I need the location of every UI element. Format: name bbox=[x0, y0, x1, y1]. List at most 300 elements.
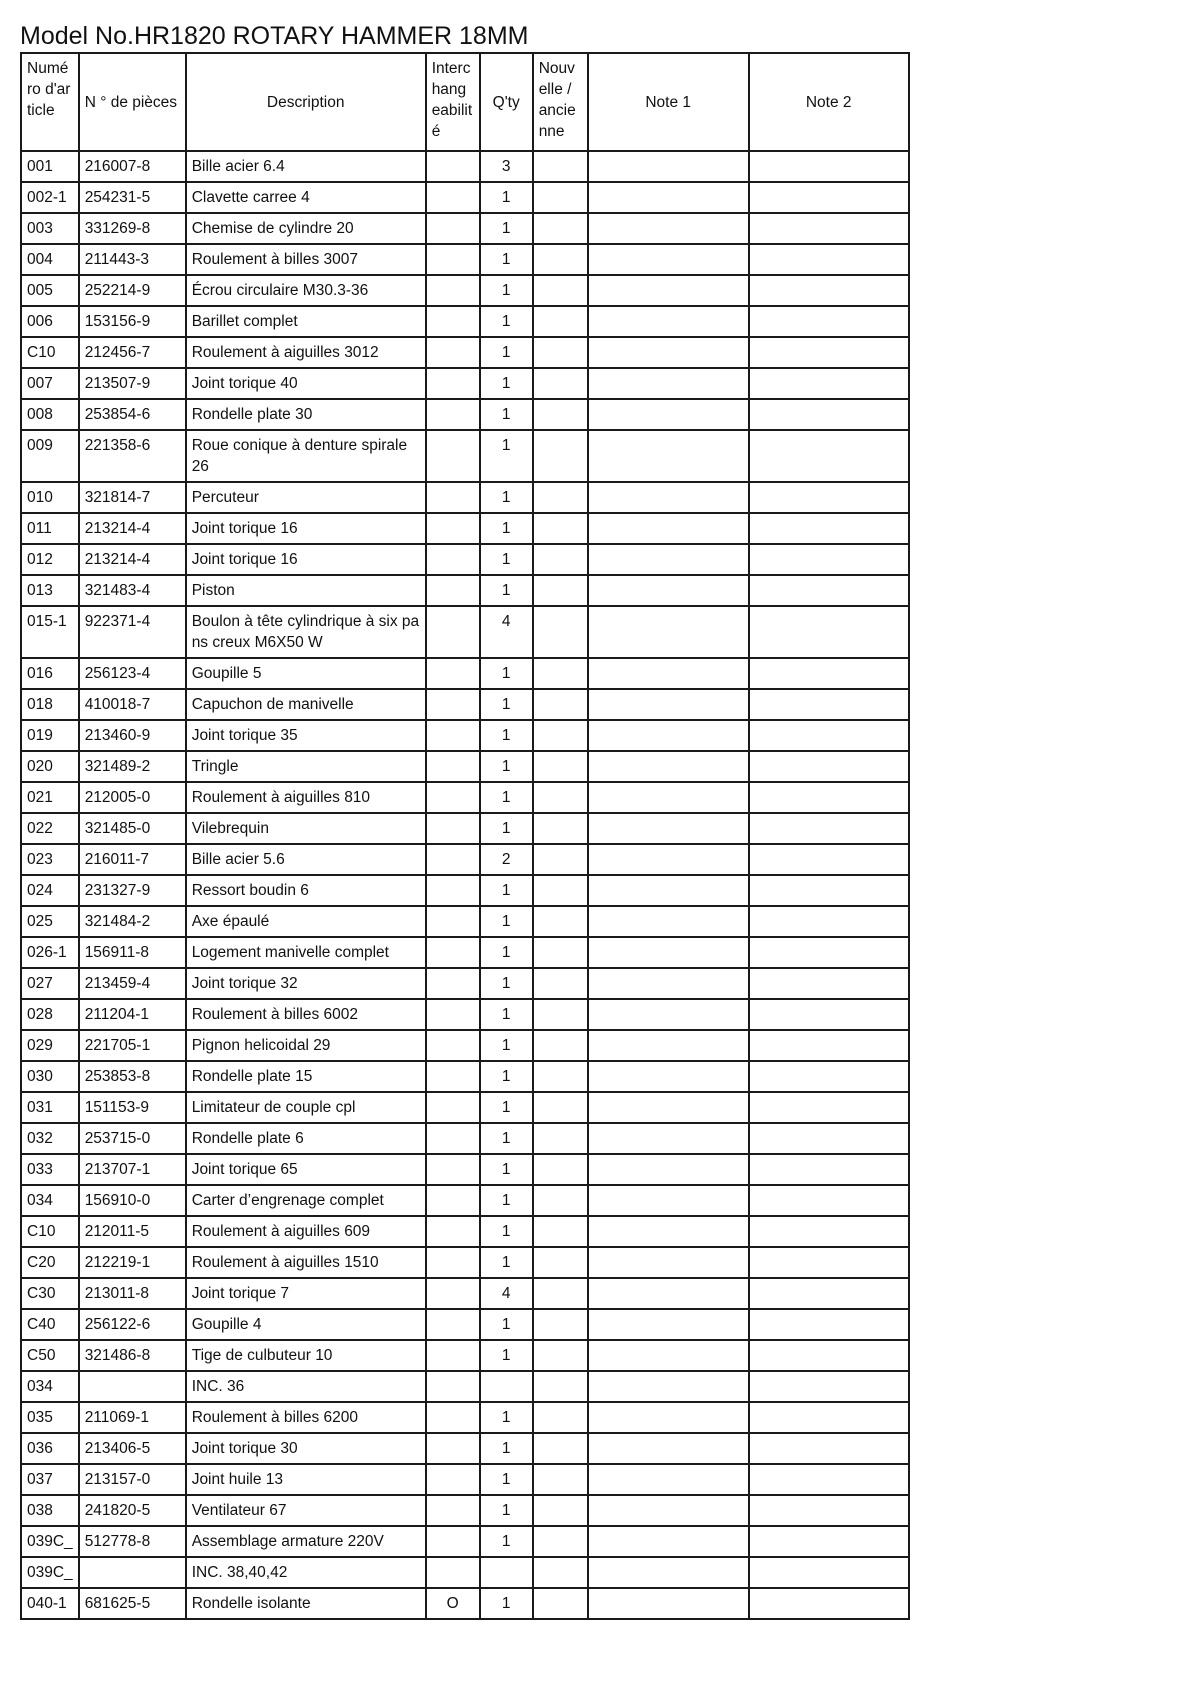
new-old-cell bbox=[533, 368, 588, 399]
header-interchangeability: Interchangeabilité bbox=[426, 53, 480, 151]
interchangeability-cell bbox=[426, 1061, 480, 1092]
description-cell: Axe épaulé bbox=[186, 906, 426, 937]
table-row bbox=[21, 1278, 909, 1309]
note-2-cell bbox=[749, 368, 909, 399]
new-old-cell bbox=[533, 513, 588, 544]
new-old-cell bbox=[533, 813, 588, 844]
note-1-cell bbox=[588, 968, 749, 999]
item-number-cell: 002-1 bbox=[21, 182, 79, 213]
part-number-cell: 211443-3 bbox=[79, 244, 186, 275]
item-number-cell: 011 bbox=[21, 513, 79, 544]
table-row bbox=[21, 844, 909, 875]
item-number-cell: 019 bbox=[21, 720, 79, 751]
qty-cell: 1 bbox=[480, 513, 533, 544]
new-old-cell bbox=[533, 782, 588, 813]
qty-cell: 1 bbox=[480, 720, 533, 751]
qty-cell: 1 bbox=[480, 399, 533, 430]
part-number-cell: 321486-8 bbox=[79, 1340, 186, 1371]
item-number-cell: 005 bbox=[21, 275, 79, 306]
description-cell: Joint torique 40 bbox=[186, 368, 426, 399]
note-2-cell bbox=[749, 1092, 909, 1123]
note-1-cell bbox=[588, 1278, 749, 1309]
description-cell: Roulement à aiguilles 609 bbox=[186, 1216, 426, 1247]
note-2-cell bbox=[749, 1030, 909, 1061]
note-2-cell bbox=[749, 875, 909, 906]
item-number-cell: 027 bbox=[21, 968, 79, 999]
description-cell: Roulement à billes 3007 bbox=[186, 244, 426, 275]
description-cell: Capuchon de manivelle bbox=[186, 689, 426, 720]
table-row bbox=[21, 1123, 909, 1154]
part-number-cell: 256122-6 bbox=[79, 1309, 186, 1340]
table-row bbox=[21, 1030, 909, 1061]
new-old-cell bbox=[533, 1247, 588, 1278]
note-1-cell bbox=[588, 337, 749, 368]
table-row bbox=[21, 658, 909, 689]
interchangeability-cell bbox=[426, 1247, 480, 1278]
new-old-cell bbox=[533, 1185, 588, 1216]
new-old-cell bbox=[533, 275, 588, 306]
header-part-no: N ° de pièces bbox=[79, 53, 186, 151]
new-old-cell bbox=[533, 937, 588, 968]
description-cell: Logement manivelle complet bbox=[186, 937, 426, 968]
interchangeability-cell bbox=[426, 430, 480, 482]
interchangeability-cell bbox=[426, 658, 480, 689]
parts-table-body bbox=[21, 151, 909, 1619]
new-old-cell bbox=[533, 1092, 588, 1123]
note-2-cell bbox=[749, 720, 909, 751]
table-row bbox=[21, 482, 909, 513]
item-number-cell: 034 bbox=[21, 1371, 79, 1402]
table-row bbox=[21, 999, 909, 1030]
interchangeability-cell bbox=[426, 875, 480, 906]
note-2-cell bbox=[749, 999, 909, 1030]
new-old-cell bbox=[533, 999, 588, 1030]
interchangeability-cell bbox=[426, 1216, 480, 1247]
qty-cell: 1 bbox=[480, 1495, 533, 1526]
note-2-cell bbox=[749, 182, 909, 213]
description-cell: Rondelle isolante bbox=[186, 1588, 426, 1619]
note-2-cell bbox=[749, 544, 909, 575]
qty-cell: 1 bbox=[480, 306, 533, 337]
interchangeability-cell bbox=[426, 513, 480, 544]
interchangeability-cell bbox=[426, 244, 480, 275]
table-row bbox=[21, 1092, 909, 1123]
note-2-cell bbox=[749, 306, 909, 337]
part-number-cell: 321485-0 bbox=[79, 813, 186, 844]
table-row bbox=[21, 337, 909, 368]
note-1-cell bbox=[588, 751, 749, 782]
description-cell: Pignon helicoidal 29 bbox=[186, 1030, 426, 1061]
description-cell: Chemise de cylindre 20 bbox=[186, 213, 426, 244]
note-1-cell bbox=[588, 999, 749, 1030]
item-number-cell: 009 bbox=[21, 430, 79, 482]
qty-cell: 1 bbox=[480, 575, 533, 606]
interchangeability-cell bbox=[426, 751, 480, 782]
item-number-cell: 006 bbox=[21, 306, 79, 337]
table-row bbox=[21, 1216, 909, 1247]
note-1-cell bbox=[588, 1216, 749, 1247]
part-number-cell: 212219-1 bbox=[79, 1247, 186, 1278]
description-cell: Écrou circulaire M30.3-36 bbox=[186, 275, 426, 306]
note-1-cell bbox=[588, 213, 749, 244]
qty-cell: 1 bbox=[480, 751, 533, 782]
interchangeability-cell bbox=[426, 1309, 480, 1340]
table-row bbox=[21, 1340, 909, 1371]
description-cell: Rondelle plate 30 bbox=[186, 399, 426, 430]
qty-cell: 1 bbox=[480, 1526, 533, 1557]
part-number-cell: 252214-9 bbox=[79, 275, 186, 306]
interchangeability-cell bbox=[426, 575, 480, 606]
qty-cell: 4 bbox=[480, 606, 533, 658]
note-1-cell bbox=[588, 575, 749, 606]
table-row bbox=[21, 689, 909, 720]
note-1-cell bbox=[588, 658, 749, 689]
interchangeability-cell bbox=[426, 720, 480, 751]
item-number-cell: 040-1 bbox=[21, 1588, 79, 1619]
part-number-cell: 321489-2 bbox=[79, 751, 186, 782]
new-old-cell bbox=[533, 1526, 588, 1557]
item-number-cell: 033 bbox=[21, 1154, 79, 1185]
part-number-cell: 410018-7 bbox=[79, 689, 186, 720]
table-row bbox=[21, 1247, 909, 1278]
note-2-cell bbox=[749, 1557, 909, 1588]
qty-cell: 1 bbox=[480, 368, 533, 399]
note-1-cell bbox=[588, 1092, 749, 1123]
interchangeability-cell bbox=[426, 1495, 480, 1526]
part-number-cell: 213406-5 bbox=[79, 1433, 186, 1464]
item-number-cell: C40 bbox=[21, 1309, 79, 1340]
qty-cell: 2 bbox=[480, 844, 533, 875]
note-2-cell bbox=[749, 1371, 909, 1402]
part-number-cell: 321483-4 bbox=[79, 575, 186, 606]
table-row bbox=[21, 875, 909, 906]
new-old-cell bbox=[533, 1278, 588, 1309]
item-number-cell: 022 bbox=[21, 813, 79, 844]
item-number-cell: 025 bbox=[21, 906, 79, 937]
new-old-cell bbox=[533, 182, 588, 213]
description-cell: Goupille 4 bbox=[186, 1309, 426, 1340]
qty-cell: 1 bbox=[480, 430, 533, 482]
table-row bbox=[21, 275, 909, 306]
note-2-cell bbox=[749, 658, 909, 689]
new-old-cell bbox=[533, 337, 588, 368]
item-number-cell: 037 bbox=[21, 1464, 79, 1495]
interchangeability-cell bbox=[426, 1340, 480, 1371]
item-number-cell: 016 bbox=[21, 658, 79, 689]
note-1-cell bbox=[588, 151, 749, 182]
note-1-cell bbox=[588, 906, 749, 937]
qty-cell: 1 bbox=[480, 1309, 533, 1340]
item-number-cell: C10 bbox=[21, 337, 79, 368]
interchangeability-cell bbox=[426, 937, 480, 968]
part-number-cell: 212011-5 bbox=[79, 1216, 186, 1247]
note-1-cell bbox=[588, 1464, 749, 1495]
item-number-cell: 024 bbox=[21, 875, 79, 906]
description-cell: Tringle bbox=[186, 751, 426, 782]
item-number-cell: 021 bbox=[21, 782, 79, 813]
header-item-no: Numéro d'article bbox=[21, 53, 79, 151]
description-cell: Boulon à tête cylindrique à six pans creux M6X50 W bbox=[186, 606, 426, 658]
new-old-cell bbox=[533, 906, 588, 937]
description-cell: Roulement à aiguilles 3012 bbox=[186, 337, 426, 368]
item-number-cell: 034 bbox=[21, 1185, 79, 1216]
qty-cell bbox=[480, 1371, 533, 1402]
table-row bbox=[21, 1154, 909, 1185]
new-old-cell bbox=[533, 1309, 588, 1340]
qty-cell: 1 bbox=[480, 689, 533, 720]
note-2-cell bbox=[749, 813, 909, 844]
note-2-cell bbox=[749, 513, 909, 544]
item-number-cell: 020 bbox=[21, 751, 79, 782]
note-1-cell bbox=[588, 813, 749, 844]
note-1-cell bbox=[588, 513, 749, 544]
interchangeability-cell bbox=[426, 968, 480, 999]
item-number-cell: 038 bbox=[21, 1495, 79, 1526]
table-row bbox=[21, 513, 909, 544]
new-old-cell bbox=[533, 844, 588, 875]
description-cell: Goupille 5 bbox=[186, 658, 426, 689]
interchangeability-cell bbox=[426, 482, 480, 513]
note-2-cell bbox=[749, 275, 909, 306]
description-cell: Percuteur bbox=[186, 482, 426, 513]
part-number-cell: 221705-1 bbox=[79, 1030, 186, 1061]
table-row bbox=[21, 1309, 909, 1340]
item-number-cell: 032 bbox=[21, 1123, 79, 1154]
item-number-cell: 030 bbox=[21, 1061, 79, 1092]
description-cell: Carter d’engrenage complet bbox=[186, 1185, 426, 1216]
note-1-cell bbox=[588, 1557, 749, 1588]
table-row bbox=[21, 1464, 909, 1495]
interchangeability-cell bbox=[426, 1526, 480, 1557]
new-old-cell bbox=[533, 306, 588, 337]
part-number-cell: 256123-4 bbox=[79, 658, 186, 689]
table-row bbox=[21, 906, 909, 937]
part-number-cell: 681625-5 bbox=[79, 1588, 186, 1619]
note-1-cell bbox=[588, 544, 749, 575]
note-2-cell bbox=[749, 430, 909, 482]
note-2-cell bbox=[749, 244, 909, 275]
note-2-cell bbox=[749, 937, 909, 968]
item-number-cell: 018 bbox=[21, 689, 79, 720]
note-2-cell bbox=[749, 1216, 909, 1247]
new-old-cell bbox=[533, 213, 588, 244]
qty-cell: 1 bbox=[480, 1247, 533, 1278]
interchangeability-cell bbox=[426, 1433, 480, 1464]
note-1-cell bbox=[588, 1061, 749, 1092]
table-row bbox=[21, 151, 909, 182]
note-2-cell bbox=[749, 689, 909, 720]
description-cell: Ressort boudin 6 bbox=[186, 875, 426, 906]
note-1-cell bbox=[588, 1185, 749, 1216]
interchangeability-cell: O bbox=[426, 1588, 480, 1619]
note-2-cell bbox=[749, 1247, 909, 1278]
qty-cell: 1 bbox=[480, 813, 533, 844]
part-number-cell: 512778-8 bbox=[79, 1526, 186, 1557]
description-cell: Roue conique à denture spirale 26 bbox=[186, 430, 426, 482]
table-row bbox=[21, 1495, 909, 1526]
new-old-cell bbox=[533, 430, 588, 482]
description-cell: Bille acier 5.6 bbox=[186, 844, 426, 875]
table-row bbox=[21, 1371, 909, 1402]
qty-cell: 4 bbox=[480, 1278, 533, 1309]
item-number-cell: 036 bbox=[21, 1433, 79, 1464]
note-2-cell bbox=[749, 606, 909, 658]
table-row bbox=[21, 1185, 909, 1216]
table-row bbox=[21, 751, 909, 782]
note-1-cell bbox=[588, 182, 749, 213]
note-2-cell bbox=[749, 151, 909, 182]
note-1-cell bbox=[588, 1247, 749, 1278]
note-1-cell bbox=[588, 782, 749, 813]
description-cell: Roulement à aiguilles 810 bbox=[186, 782, 426, 813]
note-2-cell bbox=[749, 1061, 909, 1092]
item-number-cell: 013 bbox=[21, 575, 79, 606]
description-cell: Roulement à aiguilles 1510 bbox=[186, 1247, 426, 1278]
interchangeability-cell bbox=[426, 1464, 480, 1495]
part-number-cell: 216011-7 bbox=[79, 844, 186, 875]
part-number-cell: 213011-8 bbox=[79, 1278, 186, 1309]
table-row bbox=[21, 720, 909, 751]
part-number-cell: 253854-6 bbox=[79, 399, 186, 430]
item-number-cell: 007 bbox=[21, 368, 79, 399]
note-2-cell bbox=[749, 1309, 909, 1340]
part-number-cell: 151153-9 bbox=[79, 1092, 186, 1123]
interchangeability-cell bbox=[426, 306, 480, 337]
new-old-cell bbox=[533, 689, 588, 720]
qty-cell: 1 bbox=[480, 275, 533, 306]
note-2-cell bbox=[749, 1433, 909, 1464]
interchangeability-cell bbox=[426, 1278, 480, 1309]
new-old-cell bbox=[533, 1557, 588, 1588]
part-number-cell: 253715-0 bbox=[79, 1123, 186, 1154]
table-row bbox=[21, 606, 909, 658]
part-number-cell: 211069-1 bbox=[79, 1402, 186, 1433]
qty-cell: 1 bbox=[480, 1092, 533, 1123]
interchangeability-cell bbox=[426, 782, 480, 813]
description-cell: Bille acier 6.4 bbox=[186, 151, 426, 182]
note-1-cell bbox=[588, 720, 749, 751]
item-number-cell: 015-1 bbox=[21, 606, 79, 658]
header-note-2: Note 2 bbox=[749, 53, 909, 151]
part-number-cell: 213214-4 bbox=[79, 544, 186, 575]
description-cell: Barillet complet bbox=[186, 306, 426, 337]
qty-cell: 1 bbox=[480, 782, 533, 813]
qty-cell: 1 bbox=[480, 1433, 533, 1464]
interchangeability-cell bbox=[426, 1030, 480, 1061]
table-row bbox=[21, 813, 909, 844]
item-number-cell: 039C_ bbox=[21, 1526, 79, 1557]
new-old-cell bbox=[533, 1154, 588, 1185]
interchangeability-cell bbox=[426, 399, 480, 430]
description-cell: Vilebrequin bbox=[186, 813, 426, 844]
table-row bbox=[21, 1526, 909, 1557]
header-qty: Q'ty bbox=[480, 53, 533, 151]
part-number-cell: 321484-2 bbox=[79, 906, 186, 937]
item-number-cell: 023 bbox=[21, 844, 79, 875]
qty-cell: 1 bbox=[480, 937, 533, 968]
note-1-cell bbox=[588, 482, 749, 513]
new-old-cell bbox=[533, 151, 588, 182]
part-number-cell: 211204-1 bbox=[79, 999, 186, 1030]
part-number-cell: 254231-5 bbox=[79, 182, 186, 213]
qty-cell: 1 bbox=[480, 1030, 533, 1061]
part-number-cell: 212005-0 bbox=[79, 782, 186, 813]
qty-cell: 1 bbox=[480, 1464, 533, 1495]
note-2-cell bbox=[749, 1123, 909, 1154]
table-row bbox=[21, 182, 909, 213]
interchangeability-cell bbox=[426, 544, 480, 575]
part-number-cell: 321814-7 bbox=[79, 482, 186, 513]
table-row bbox=[21, 1402, 909, 1433]
qty-cell: 1 bbox=[480, 482, 533, 513]
note-2-cell bbox=[749, 782, 909, 813]
new-old-cell bbox=[533, 1402, 588, 1433]
part-number-cell: 213707-1 bbox=[79, 1154, 186, 1185]
item-number-cell: 031 bbox=[21, 1092, 79, 1123]
interchangeability-cell bbox=[426, 813, 480, 844]
table-row bbox=[21, 544, 909, 575]
description-cell: Roulement à billes 6200 bbox=[186, 1402, 426, 1433]
item-number-cell: 010 bbox=[21, 482, 79, 513]
description-cell: Joint huile 13 bbox=[186, 1464, 426, 1495]
note-1-cell bbox=[588, 1030, 749, 1061]
part-number-cell: 153156-9 bbox=[79, 306, 186, 337]
item-number-cell: 001 bbox=[21, 151, 79, 182]
qty-cell: 3 bbox=[480, 151, 533, 182]
table-row bbox=[21, 1061, 909, 1092]
qty-cell: 1 bbox=[480, 1588, 533, 1619]
qty-cell: 1 bbox=[480, 1216, 533, 1247]
description-cell: INC. 36 bbox=[186, 1371, 426, 1402]
new-old-cell bbox=[533, 482, 588, 513]
table-row bbox=[21, 306, 909, 337]
description-cell: INC. 38,40,42 bbox=[186, 1557, 426, 1588]
description-cell: Clavette carree 4 bbox=[186, 182, 426, 213]
interchangeability-cell bbox=[426, 906, 480, 937]
item-number-cell: 008 bbox=[21, 399, 79, 430]
note-2-cell bbox=[749, 1185, 909, 1216]
part-number-cell: 213459-4 bbox=[79, 968, 186, 999]
note-1-cell bbox=[588, 1495, 749, 1526]
qty-cell bbox=[480, 1557, 533, 1588]
new-old-cell bbox=[533, 244, 588, 275]
table-row bbox=[21, 782, 909, 813]
note-1-cell bbox=[588, 844, 749, 875]
qty-cell: 1 bbox=[480, 875, 533, 906]
new-old-cell bbox=[533, 1340, 588, 1371]
description-cell: Joint torique 65 bbox=[186, 1154, 426, 1185]
note-2-cell bbox=[749, 1154, 909, 1185]
item-number-cell: 004 bbox=[21, 244, 79, 275]
qty-cell: 1 bbox=[480, 213, 533, 244]
new-old-cell bbox=[533, 544, 588, 575]
interchangeability-cell bbox=[426, 844, 480, 875]
header-new-old: Nouvelle / ancienne bbox=[533, 53, 588, 151]
item-number-cell: C20 bbox=[21, 1247, 79, 1278]
note-2-cell bbox=[749, 1464, 909, 1495]
item-number-cell: 035 bbox=[21, 1402, 79, 1433]
description-cell: Joint torique 32 bbox=[186, 968, 426, 999]
table-row bbox=[21, 1588, 909, 1619]
table-row bbox=[21, 968, 909, 999]
new-old-cell bbox=[533, 751, 588, 782]
note-1-cell bbox=[588, 875, 749, 906]
note-2-cell bbox=[749, 844, 909, 875]
new-old-cell bbox=[533, 1433, 588, 1464]
item-number-cell: C50 bbox=[21, 1340, 79, 1371]
note-1-cell bbox=[588, 306, 749, 337]
qty-cell: 1 bbox=[480, 544, 533, 575]
